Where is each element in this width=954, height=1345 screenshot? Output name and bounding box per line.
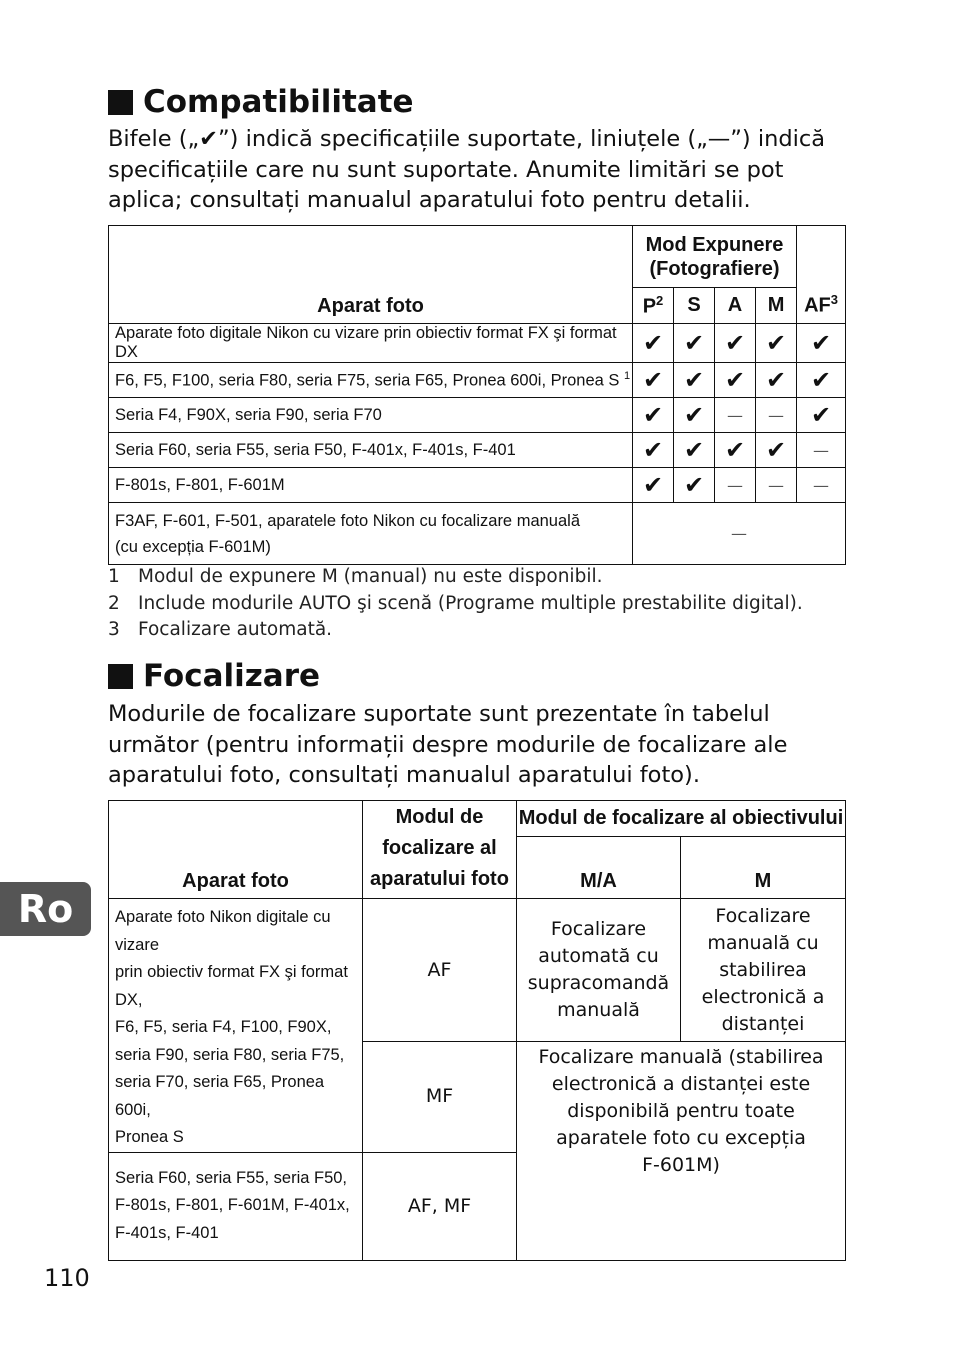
check-cell: ✔ xyxy=(797,398,846,433)
dash-cell: — xyxy=(633,503,846,565)
header-p-label: P xyxy=(642,295,657,318)
intro-line: aplica; consultați manualul aparatului foto pentru detalii. xyxy=(108,187,751,213)
check-cell: ✔ xyxy=(756,433,797,468)
section-title: Compatibilitate xyxy=(143,84,414,120)
header-line: Mod Expunere xyxy=(645,233,784,256)
header-a: A xyxy=(715,288,756,324)
footnote-ref: 3 xyxy=(830,292,838,308)
dash-cell: — xyxy=(756,468,797,503)
header-ma: M/A xyxy=(517,837,681,899)
check-cell: ✔ xyxy=(715,433,756,468)
cell-line: F-601M) xyxy=(642,1154,720,1176)
footnote-ref: 1 xyxy=(624,369,631,382)
dash-cell: — xyxy=(715,398,756,433)
camera-line: Aparate foto Nikon digitale cu vizare xyxy=(115,908,331,954)
camera-cell: Seria F4, F90X, seria F90, seria F70 xyxy=(109,398,633,433)
camera-cell: F-801s, F-801, F-601M xyxy=(109,468,633,503)
intro-line: următor (pentru informații despre modurile de focalizare ale xyxy=(108,731,788,758)
check-cell: ✔ xyxy=(674,324,715,363)
camera-line: F3AF, F-601, F-501, aparatele foto Nikon cu focalizare manuală xyxy=(115,511,580,530)
cell-line: disponibilă pentru toate xyxy=(567,1100,795,1122)
check-cell: ✔ xyxy=(633,398,674,433)
cell-line: electronică a xyxy=(701,985,825,1008)
manual-focus-cell xyxy=(517,1042,846,1261)
header-line: aparatului foto xyxy=(370,868,509,890)
check-cell: ✔ xyxy=(633,324,674,363)
dash-cell: — xyxy=(797,433,846,468)
camera-name: F6, F5, F100, seria F80, seria F75, seria F65, Pronea 600i, Pronea S xyxy=(115,371,620,390)
footnote xyxy=(108,619,332,640)
table-row xyxy=(109,468,846,503)
focus-intro-paragraph xyxy=(108,699,848,791)
check-cell: ✔ xyxy=(756,324,797,363)
intro-line: specificațiile care nu sunt suportate. Anumite limitări se pot xyxy=(108,156,784,183)
cell-line: automată cu xyxy=(538,945,659,967)
camera-line: Pronea S xyxy=(115,1128,184,1146)
cell-line: manuală cu xyxy=(707,931,819,954)
square-bullet-icon xyxy=(108,90,133,115)
table-row xyxy=(109,899,846,1042)
page-number: 110 xyxy=(44,1264,90,1292)
header-camera-focus-mode xyxy=(363,801,517,899)
cell-line: distanței xyxy=(721,1012,805,1035)
check-cell: ✔ xyxy=(756,363,797,398)
footnote xyxy=(108,593,803,614)
cell-line: aparatele foto cu excepția xyxy=(556,1127,806,1149)
footnote xyxy=(108,566,602,587)
header-line: (Fotografiere) xyxy=(649,257,780,280)
section-title: Focalizare xyxy=(143,658,321,694)
check-cell: ✔ xyxy=(674,468,715,503)
table-row xyxy=(109,398,846,433)
compatibility-table xyxy=(108,225,846,565)
camera-line: seria F90, seria F80, seria F75, xyxy=(115,1045,345,1064)
section-heading-focalizare xyxy=(108,658,320,694)
camera-line: F6, F5, seria F4, F100, F90X, xyxy=(115,1018,332,1036)
intro-line: Modurile de focalizare suportate sunt prezentate în tabelul xyxy=(108,701,770,727)
header-s: S xyxy=(674,288,715,324)
header-lens-focus-mode: Modul de focalizare al obiectivului xyxy=(517,801,846,837)
mode-cell: AF, MF xyxy=(363,1152,517,1260)
header-af-label: AF xyxy=(804,295,831,317)
header-af xyxy=(797,226,846,324)
mode-cell: AF xyxy=(363,899,517,1042)
table-row xyxy=(109,363,846,398)
table-row xyxy=(109,503,846,565)
camera-cell: Seria F60, seria F55, seria F50, F-401x, F-401s, F-401 xyxy=(109,433,633,468)
check-cell: ✔ xyxy=(715,363,756,398)
footnote-number: 3 xyxy=(108,619,120,640)
intro-line: Bifele („✔”) indică specificațiile suportate, liniuțele („—”) indică xyxy=(108,126,826,152)
camera-cell xyxy=(109,363,633,398)
m-cell xyxy=(681,899,846,1042)
camera-cell: Aparate foto digitale Nikon cu vizare prin obiectiv format FX şi format DX xyxy=(109,324,633,363)
intro-line: aparatului foto, consultați manualul aparatului foto). xyxy=(108,762,700,788)
cell-line: electronică a distanței este xyxy=(551,1073,811,1095)
check-cell: ✔ xyxy=(674,433,715,468)
cell-line: supracomandă xyxy=(527,972,670,994)
camera-line: Seria F60, seria F55, seria F50, xyxy=(115,1168,348,1187)
camera-line: (cu excepția F-601M) xyxy=(115,537,271,556)
square-bullet-icon xyxy=(108,664,133,689)
cell-line: Focalizare xyxy=(550,918,647,940)
header-exposure-mode xyxy=(633,226,797,288)
check-cell: ✔ xyxy=(715,324,756,363)
camera-cell xyxy=(109,1152,363,1260)
camera-line: seria F70, seria F65, Pronea 600i, xyxy=(115,1073,325,1119)
focus-table xyxy=(108,800,846,1261)
camera-line: prin obiectiv format FX şi format DX, xyxy=(115,963,348,1009)
mode-cell: MF xyxy=(363,1042,517,1153)
check-cell: ✔ xyxy=(674,363,715,398)
check-cell: ✔ xyxy=(633,468,674,503)
ma-cell xyxy=(517,899,681,1042)
header-line: Modul de xyxy=(395,806,484,828)
camera-line: F-401s, F-401 xyxy=(115,1223,219,1242)
check-cell: ✔ xyxy=(797,363,846,398)
header-camera: Aparat foto xyxy=(109,226,633,324)
footnote-text: Include modurile AUTO şi scenă (Programe multiple prestabilite digital). xyxy=(138,593,803,614)
footnote-number: 1 xyxy=(108,566,120,587)
check-cell: ✔ xyxy=(674,398,715,433)
table-row xyxy=(109,324,846,363)
check-cell: ✔ xyxy=(633,363,674,398)
dash-cell: — xyxy=(756,398,797,433)
cell-line: manuală xyxy=(557,999,640,1021)
header-p xyxy=(633,288,674,324)
footnote-text: Modul de expunere M (manual) nu este disponibil. xyxy=(138,566,603,587)
camera-cell xyxy=(109,899,363,1153)
header-camera: Aparat foto xyxy=(109,801,363,899)
language-tab: Ro xyxy=(0,882,91,936)
dash-cell: — xyxy=(715,468,756,503)
cell-line: stabilirea xyxy=(719,958,807,981)
section-heading-compatibilitate xyxy=(108,84,414,120)
footnote-ref: 2 xyxy=(656,292,664,308)
check-cell: ✔ xyxy=(797,324,846,363)
cell-line: Focalizare manuală (stabilirea xyxy=(538,1046,824,1068)
cell-line: Focalizare xyxy=(715,904,811,927)
header-line: focalizare al xyxy=(382,837,497,859)
footnote-text: Focalizare automată. xyxy=(138,619,333,640)
intro-paragraph xyxy=(108,124,848,216)
table-row xyxy=(109,433,846,468)
check-cell: ✔ xyxy=(633,433,674,468)
camera-cell xyxy=(109,503,633,565)
header-m: M xyxy=(756,288,797,324)
header-m: M xyxy=(681,837,846,899)
camera-line: F-801s, F-801, F-601M, F-401x, xyxy=(115,1196,350,1215)
dash-cell: — xyxy=(797,468,846,503)
footnote-number: 2 xyxy=(108,593,120,614)
